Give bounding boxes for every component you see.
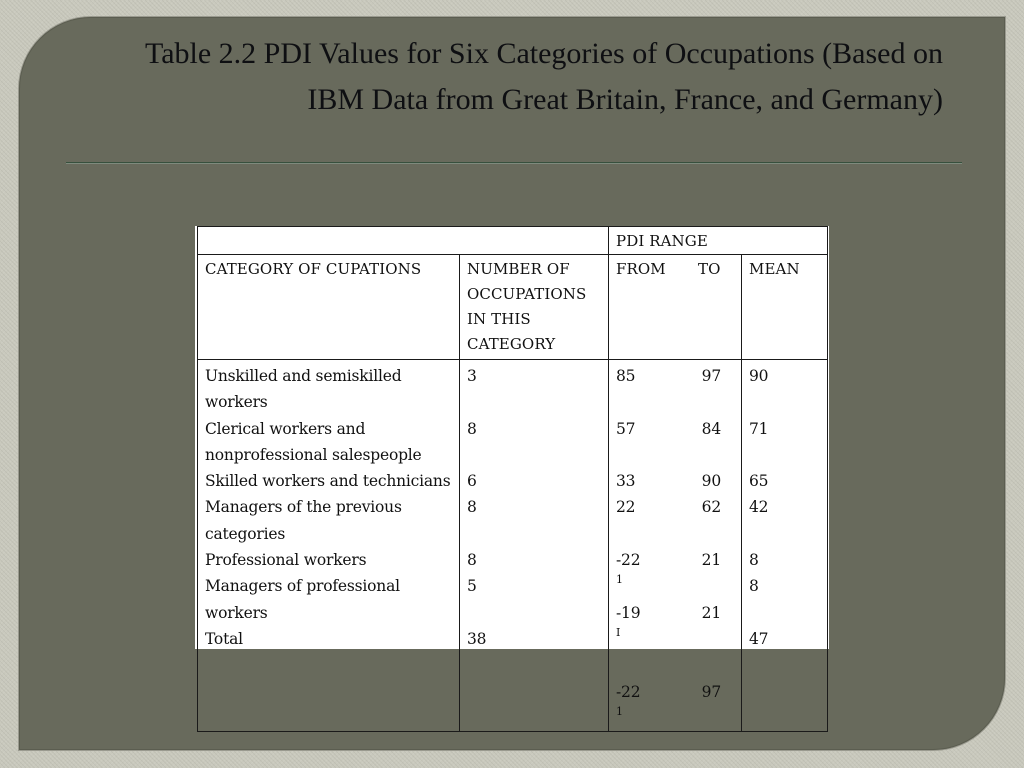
from-cell: 57 [616,419,636,438]
number-header-line: IN THIS [467,310,531,328]
to-cell: 84 [701,419,721,438]
from-to-row [616,679,721,732]
mean-header: MEAN [742,255,828,360]
from-cell: 85 [616,367,636,385]
category-line: Clerical workers and [205,419,366,438]
from-to-row [616,521,721,547]
mean-cell: 65 [749,472,769,491]
category-line: workers [205,393,268,412]
mean-cell: 90 [749,367,769,385]
category-line: nonprofessional salespeople [205,445,422,464]
from-cell: 33 [616,472,636,491]
to-cell: 90 [701,472,721,491]
category-header: CATEGORY OF CUPATIONS [198,255,460,360]
from-to-row [616,600,721,653]
from-to-row [616,547,721,600]
from-to-row [616,494,721,520]
number-header-line: OCCUPATIONS [467,285,587,303]
footnote-marker: 1 [616,704,623,718]
header-blank-cell [198,227,609,255]
mean-cell: 47 [749,629,769,648]
number-header-line: NUMBER OF [467,260,570,278]
table-header-row-group [198,227,828,255]
from-to-row [616,389,721,415]
mean-cell: 42 [749,498,769,517]
number-header-line: CATEGORY [467,335,556,353]
pdi-range-header: PDI RANGE [609,227,828,255]
from-cell: -22 [616,682,641,701]
table-body [198,360,828,732]
to-cell: 21 [701,603,721,622]
number-cell: 3 [467,367,477,385]
to-cell: 62 [701,498,721,517]
mean-cell [749,389,820,415]
category-line: Managers of the previous [205,498,402,517]
mean-cell: 8 [749,577,759,596]
number-cell: 38 [467,629,487,648]
mean-cell [749,442,820,468]
from-to-row [616,442,721,468]
category-line: Skilled workers and technicians [205,472,451,491]
to-cell: 21 [701,551,721,570]
number-cell [467,521,601,547]
number-cell: 5 [467,577,477,596]
number-cell: 8 [467,551,477,570]
number-cell [467,442,601,468]
from-to-column [609,360,742,732]
from-to-row [616,363,721,389]
slide-title: Table 2.2 PDI Values for Six Categories of Occupations (Based on IBM Data from Great Britain, France, and Germany) [144,37,943,116]
footnote-marker: 1 [616,573,623,587]
from-cell: -22 [616,551,641,570]
mean-column [742,360,828,732]
mean-cell [749,521,820,547]
number-cell [467,389,601,415]
number-column [460,360,609,732]
number-cell [467,600,601,626]
from-to-row [616,416,721,442]
category-line: Total [205,629,243,648]
to-cell: 97 [701,682,721,701]
slide-panel [19,17,1005,750]
to-header: TO [698,260,721,278]
category-line: categories [205,524,286,543]
category-line: Unskilled and semiskilled [205,367,402,385]
number-header [460,255,609,360]
table-header-row-columns [198,255,828,360]
mean-cell [749,600,820,626]
from-header: FROM [616,260,666,278]
from-cell: 22 [616,498,636,517]
category-line: Professional workers [205,551,367,570]
pdi-table-image [195,226,829,718]
from-to-row [616,652,721,678]
from-to-row [616,468,721,494]
number-cell: 8 [467,419,477,438]
category-column [198,360,460,732]
from-cell: -19 [616,603,641,622]
category-line: workers [205,603,268,622]
to-cell: 97 [701,367,721,385]
category-line: Managers of professional [205,577,400,596]
number-cell: 8 [467,498,477,517]
footnote-marker: I [616,625,621,639]
mean-cell: 8 [749,551,759,570]
title-divider [66,162,962,164]
number-cell: 6 [467,472,477,491]
pdi-table [197,226,828,732]
from-to-header [609,255,742,360]
mean-cell: 71 [749,419,769,438]
